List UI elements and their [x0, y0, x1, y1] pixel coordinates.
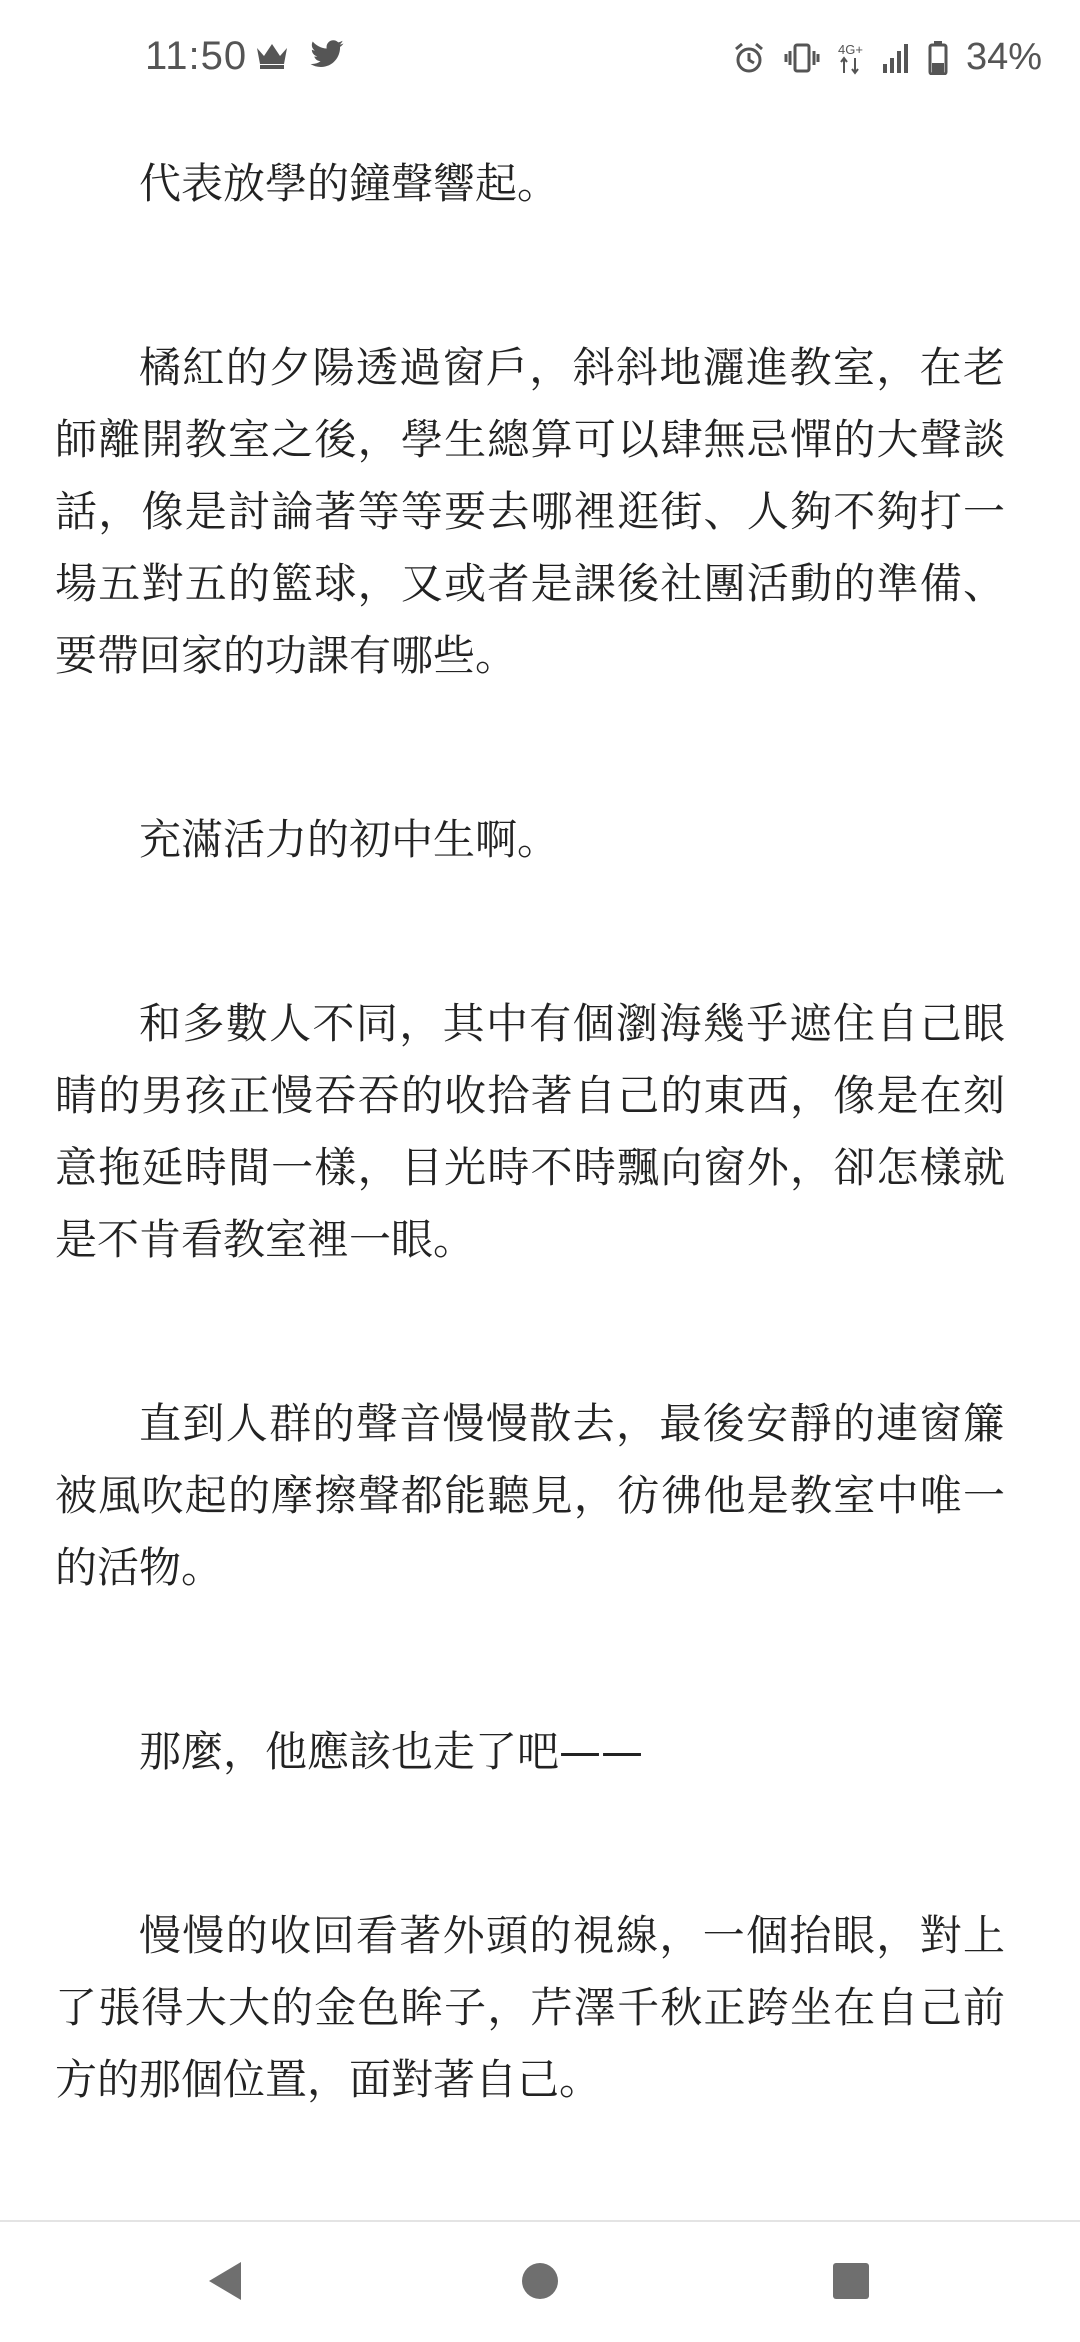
paragraph: 橘紅的夕陽透過窗戶，斜斜地灑進教室，在老師離開教室之後，學生總算可以肆無忌憚的大聲談話，像是討論著等等要去哪裡逛街、人夠不夠打一場五對五的籃球，又或者是課後社團活動的準備、要帶回家的功課有哪些。 — [55, 343, 1005, 680]
paragraph: 和多數人不同，其中有個瀏海幾乎遮住自己眼睛的男孩正慢吞吞的收拾著自己的東西，像是在刻意拖延時間一樣，目光時不時飄向窗外，卻怎樣就是不肯看教室裡一眼。 — [55, 999, 1005, 1264]
paragraph: 直到人群的聲音慢慢散去，最後安靜的連窗簾被風吹起的摩擦聲都能聽見，彷彿他是教室中唯一的活物。 — [55, 1399, 1005, 1592]
system-status — [732, 36, 1042, 79]
signal-icon — [882, 42, 910, 74]
status-time: 11:50 — [145, 34, 248, 78]
battery-icon — [928, 41, 948, 75]
notification-icons — [255, 40, 345, 74]
paragraph: 充滿活力的初中生啊。 — [139, 815, 560, 864]
network-label: 4G+ — [837, 41, 863, 57]
home-icon[interactable] — [517, 2258, 563, 2304]
crown-icon — [255, 40, 289, 74]
status-bar — [0, 0, 1080, 120]
paragraph: 慢慢的收回看著外頭的視線，一個抬眼，對上了張得大大的金色眸子，芹澤千秋正跨坐在自己前方的那個位置，面對著自己。 — [55, 1911, 1005, 2104]
vibrate-icon — [784, 43, 820, 73]
recents-icon[interactable] — [828, 2258, 874, 2304]
twitter-icon — [309, 40, 345, 74]
article-body — [55, 148, 1005, 2116]
navigation-bar — [0, 2220, 1080, 2342]
battery-percent: 34% — [965, 36, 1042, 78]
back-icon[interactable] — [203, 2258, 249, 2304]
alarm-icon — [732, 41, 766, 75]
paragraph: 那麼，他應該也走了吧—— — [139, 1727, 644, 1776]
4g-plus-icon — [838, 41, 864, 75]
paragraph: 代表放學的鐘聲響起。 — [139, 159, 560, 208]
